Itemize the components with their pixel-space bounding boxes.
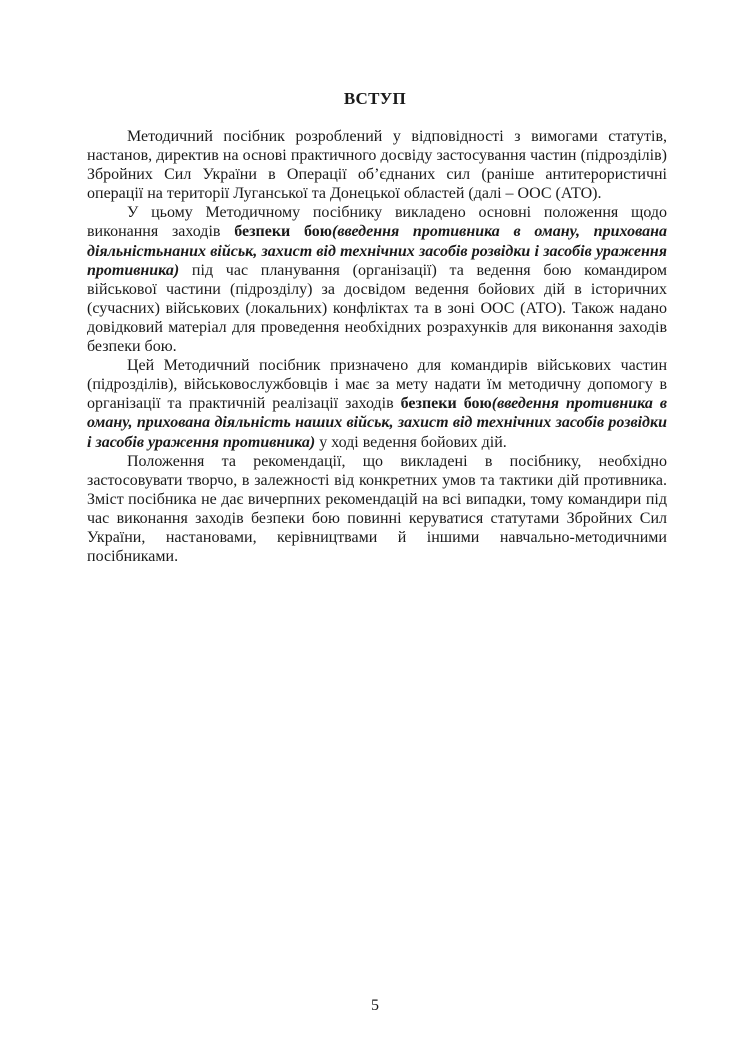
section-title: ВСТУП bbox=[343, 89, 407, 108]
paragraph-2-bold-term: безпеки бою bbox=[234, 223, 333, 241]
page-number: 5 bbox=[371, 997, 379, 1014]
paragraph-3-text-a: Цей Методичний посібник призначено для командирів військових частин (підрозділів), військовослужбовців і має за мету надати їм методичну допомогу в організації та практичній реалізації заходів bbox=[87, 357, 667, 413]
body-text bbox=[87, 127, 667, 566]
paragraph-4: Положення та рекомендації, що викладені в посібнику, необхідно застосовувати творчо, в залежності від конкретних умов та тактики дій противника. Зміст посібника не дає вичерпних рекомендацій на всі випадки, тому командири під час виконання заходів безпеки бою повинні керуватися статутами Збройних Сил України, настановами, керівництвами й іншими навчально-методичними посібниками. bbox=[87, 452, 667, 566]
paragraph-2-bold-italic: (введення противника в оману, прихована діяльністьнаних військ, захист від технічних засобів розвідки і засобів ураження противника) bbox=[87, 223, 668, 279]
paragraph-2-text-d: під час планування (організації) та ведення бою командиром військової частини (підрозділу) за досвідом ведення бойових дій в історичних (сучасних) військових (локальних) конфліктах та в зоні ООС (АТО). Також надано довідковий матеріал для проведення необхідних розрахунків для виконання заходів безпеки бою. bbox=[87, 261, 667, 356]
paragraph-3-bold-term: безпеки бою bbox=[400, 395, 492, 413]
paragraph-3-bold-italic: (введення противника в оману, прихована діяльність наших військ, захист від технічних засобів розвідки і засобів ураження противника) bbox=[87, 395, 667, 451]
paragraph-3-text-d: у ході ведення бойових дій. bbox=[315, 433, 507, 451]
paragraph-2 bbox=[87, 203, 667, 356]
paragraph-1: Методичний посібник розроблений у відповідності з вимогами статутів, настанов, директив на основі практичного досвіду застосування частин (підрозділів) Збройних Сил України в Операції об’єднаних сил (раніше антитерористичні операції на території Луганської та Донецької областей (далі – ООС (АТО). bbox=[87, 128, 667, 203]
paragraph-3 bbox=[87, 356, 667, 451]
paragraph-2-text-a: У цьому Методичному посібнику викладено основні положення щодо виконання заходів bbox=[87, 204, 667, 241]
